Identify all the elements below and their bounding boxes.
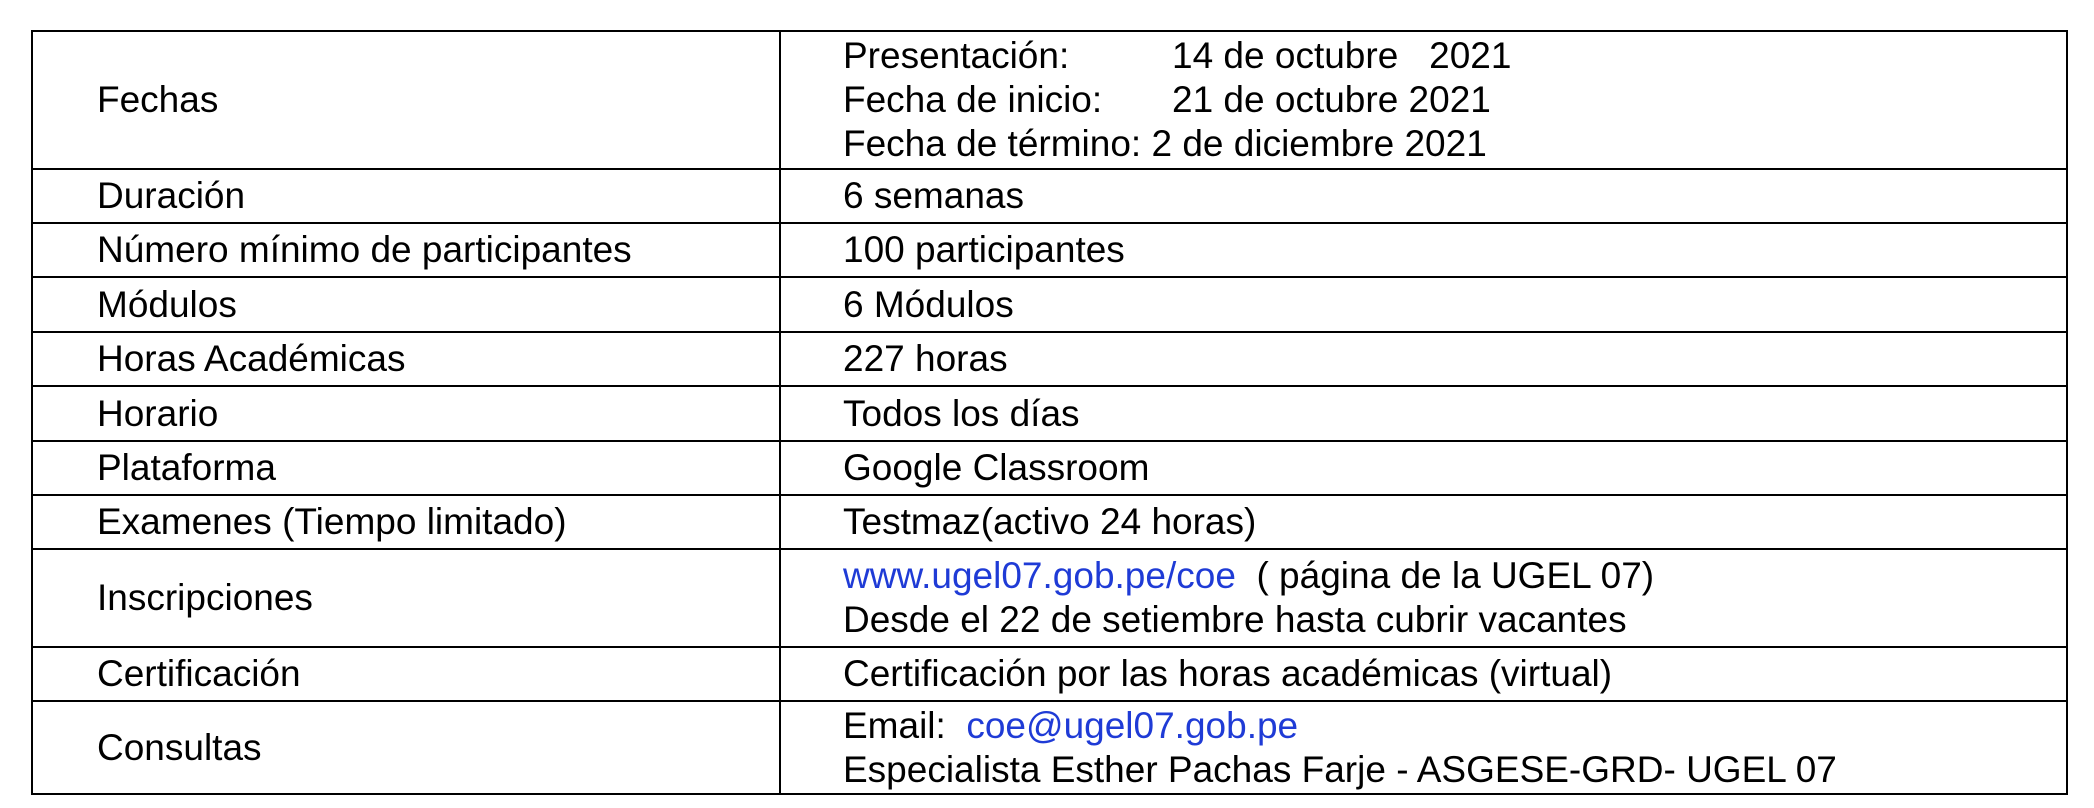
email-link[interactable]: coe@ugel07.gob.pe <box>966 704 1299 746</box>
row-label: Duración <box>32 169 780 223</box>
presentation-date <box>843 34 2066 78</box>
registration-period: Desde el 22 de setiembre hasta cubrir vacantes <box>843 599 1627 640</box>
row-label: Fechas <box>32 31 780 169</box>
table-row-plataforma <box>32 441 2067 495</box>
table-row-participantes <box>32 223 2067 277</box>
row-label: Plataforma <box>32 441 780 495</box>
row-value: 6 semanas <box>780 169 2067 223</box>
row-value: Google Classroom <box>780 441 2067 495</box>
ugel-website-link[interactable]: www.ugel07.gob.pe/coe <box>843 555 1236 596</box>
date-value: 21 de octubre 2021 <box>1172 79 1491 120</box>
date-key: Presentación: <box>843 35 1070 76</box>
registration-cell <box>780 549 2067 647</box>
table-row-examenes <box>32 495 2067 549</box>
registration-line <box>843 554 2066 598</box>
date-key: Fecha de término: <box>843 123 1142 164</box>
row-value: 100 participantes <box>780 223 2067 277</box>
row-value: Certificación por las horas académicas (virtual) <box>780 647 2067 701</box>
row-value: Todos los días <box>780 386 2067 441</box>
email-line <box>843 704 2066 748</box>
date-value: 14 de octubre 2021 <box>1172 35 1512 76</box>
row-label: Horas Académicas <box>32 332 780 386</box>
date-value: 2 de diciembre 2021 <box>1141 123 1487 164</box>
contact-cell <box>780 701 2067 794</box>
table-row-duracion <box>32 169 2067 223</box>
table-row-inscripciones <box>32 549 2067 647</box>
course-info-table <box>31 30 2068 795</box>
specialist-line: Especialista Esther Pachas Farje - ASGESE-GRD- UGEL 07 <box>843 748 1837 790</box>
row-value: 6 Módulos <box>780 277 2067 332</box>
table-row-modulos <box>32 277 2067 332</box>
link-suffix: ( página de la UGEL 07) <box>1235 555 1655 596</box>
table-row-horas <box>32 332 2067 386</box>
dates-cell <box>780 31 2067 169</box>
table-row-horario <box>32 386 2067 441</box>
row-value: Testmaz(activo 24 horas) <box>780 495 2067 549</box>
row-label: Horario <box>32 386 780 441</box>
date-key: Fecha de inicio: <box>843 79 1103 120</box>
row-label: Número mínimo de participantes <box>32 223 780 277</box>
table-row-fechas <box>32 31 2067 169</box>
row-value: 227 horas <box>780 332 2067 386</box>
row-label: Certificación <box>32 647 780 701</box>
row-label: Examenes (Tiempo limitado) <box>32 495 780 549</box>
email-label: Email: <box>843 704 967 746</box>
row-label: Inscripciones <box>32 549 780 647</box>
start-date <box>843 78 2066 122</box>
end-date <box>843 122 2066 166</box>
row-label: Módulos <box>32 277 780 332</box>
table-row-consultas <box>32 701 2067 794</box>
row-label: Consultas <box>32 701 780 794</box>
table-row-certificacion <box>32 647 2067 701</box>
